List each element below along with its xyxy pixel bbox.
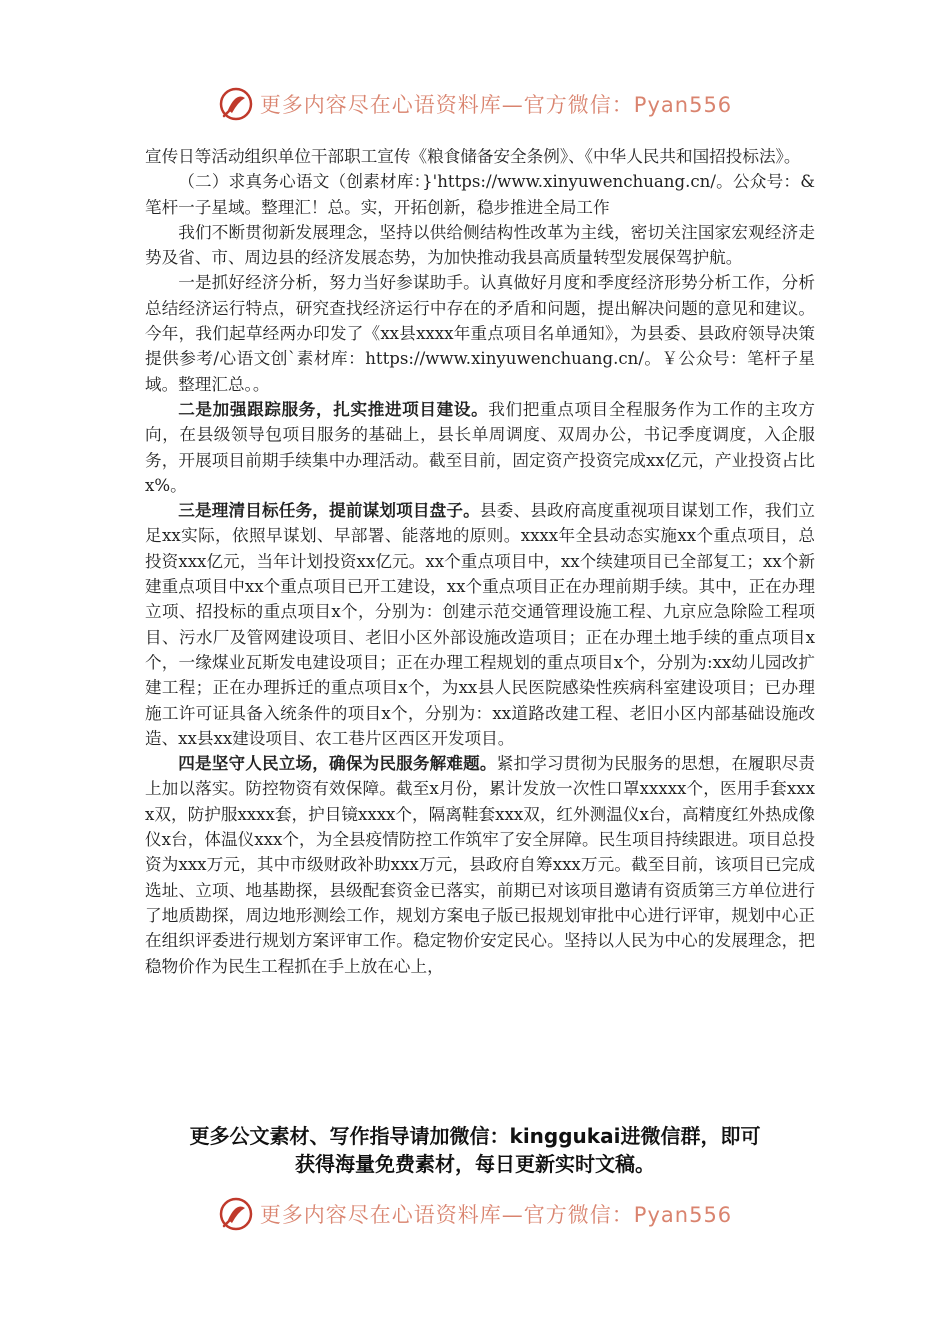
paragraph-text: 县委、县政府高度重视项目谋划工作，我们立足xx实际，依照早谋划、早部署、能落地的原则。xxxx年全县动态实施xx个重点项目，总投资xxx亿元，当年计划投资xx亿元。xx个重点项目中，xx个续建项目已全部复工；xx个新建重点项目中xx个重点项目已开工建设，xx个重点项目正在办理前期手续。其中，正在办理立项、招投标的重点项目x个，分别为：创建示范交通管理设施工程、九京应急除险工程项目、污水厂及管网建设项目、老旧小区外部设施改造项目；正在办理土地手续的重点项目x个，一缘煤业瓦斯发电建设项目；正在办理工程规划的重点项目x个，分别为:xx幼儿园改扩建工程；正在办理拆迁的重点项目x个，为xx县人民医院感染性疾病科室建设项目；已办理施工许可证具备入统条件的项目x个，分别为：xx道路改建工程、老旧小区内部基础设施改造、xx县xx建设项目、农工巷片区西区开发项目。 [145,501,816,748]
paragraph [145,751,815,979]
header-watermark-banner [0,82,950,126]
document-body [145,144,815,979]
promo-notice [150,1122,800,1178]
banner-text: 更多内容尽在心语资料库—官方微信：Pyan556 [259,1203,733,1227]
paragraph-lead: 四是坚守人民立场，确保为民服务解难题。 [178,753,497,774]
paragraph-text: 一是抓好经济分析，努力当好参谋助手。认真做好月度和季度经济形势分析工作，分析总结经济运行特点，研究查找经济运行中存在的矛盾和问题，提出解决问题的意见和建议。今年，我们起草经两办印发了《xx县xxxx年重点项目名单通知》，为县委、县政府领导决策提供参考/心语文创`素材库：https://www.xinyuwenchuang.cn/。￥公众号：笔杆子星域。整理汇总。。 [145,273,815,394]
paragraph [145,270,815,396]
xinyu-logo-icon [218,1196,254,1232]
paragraph [145,144,815,169]
paragraph-text: 我们不断贯彻新发展理念，坚持以供给侧结构性改革为主线，密切关注国家宏观经济走势及省、市、周边县的经济发展态势，为加快推动我县高质量转型发展保驾护航。 [145,222,815,268]
promo-line-1: 更多公文素材、写作指导请加微信：kinggukai进微信群，即可 [189,1124,761,1148]
paragraph [145,220,815,271]
paragraph-text: 紧扣学习贯彻为民服务的思想，在履职尽责上加以落实。防控物资有效保障。截至x月份，累计发放一次性口罩xxxxx个，医用手套xxxx双，防护服xxxx套，护目镜xxxx个，隔离鞋套xxx双，红外测温仪x台，高精度红外热成像仪x台，体温仪xxx个，为全县疫情防控工作筑牢了安全屏障。民生项目持续跟进。项目总投资为xxx万元，其中市级财政补助xxx万元，县政府自筹xxx万元。截至目前，该项目已完成选址、立项、地基勘探，县级配套资金已落实，前期已对该项目邀请有资质第三方单位进行了地质勘探，周边地形测绘工作，规划方案电子版已报规划审批中心进行评审，规划中心正在组织评委进行规划方案评审工作。稳定物价安定民心。坚持以人民为中心的发展理念，把稳物价作为民生工程抓在手上放在心上， [145,754,816,976]
paragraph-lead: 三是理清目标任务，提前谋划项目盘子。 [178,500,480,521]
banner-text: 更多内容尽在心语资料库—官方微信：Pyan556 [259,93,733,117]
footer-watermark-banner [0,1192,950,1236]
paragraph-lead: 二是加强跟踪服务，扎实推进项目建设。 [178,398,489,419]
paragraph-text: （二）求真务心语文（创素材库：}'https://www.xinyuwenchuang.cn/。公众号：&笔杆一子星域。整理汇！总。实，开拓创新，稳步推进全局工作 [145,172,815,217]
paragraph [145,498,815,751]
paragraph [145,169,815,220]
xinyu-logo-icon [218,86,254,122]
paragraph-text: 我们把重点项目全程服务作为工作的主攻方向，在县级领导包项目服务的基础上，县长单周调度、双周办公，书记季度调度，入企服务，开展项目前期手续集中办理活动。截至目前，固定资产投资完成xx亿元，产业投资占比x%。 [145,399,815,495]
paragraph [145,397,815,498]
promo-line-2: 获得海量免费素材，每日更新实时文稿。 [295,1152,655,1176]
paragraph-text: 宣传日等活动组织单位干部职工宣传《粮食储备安全条例》、《中华人民共和国招投标法》。 [145,147,801,166]
